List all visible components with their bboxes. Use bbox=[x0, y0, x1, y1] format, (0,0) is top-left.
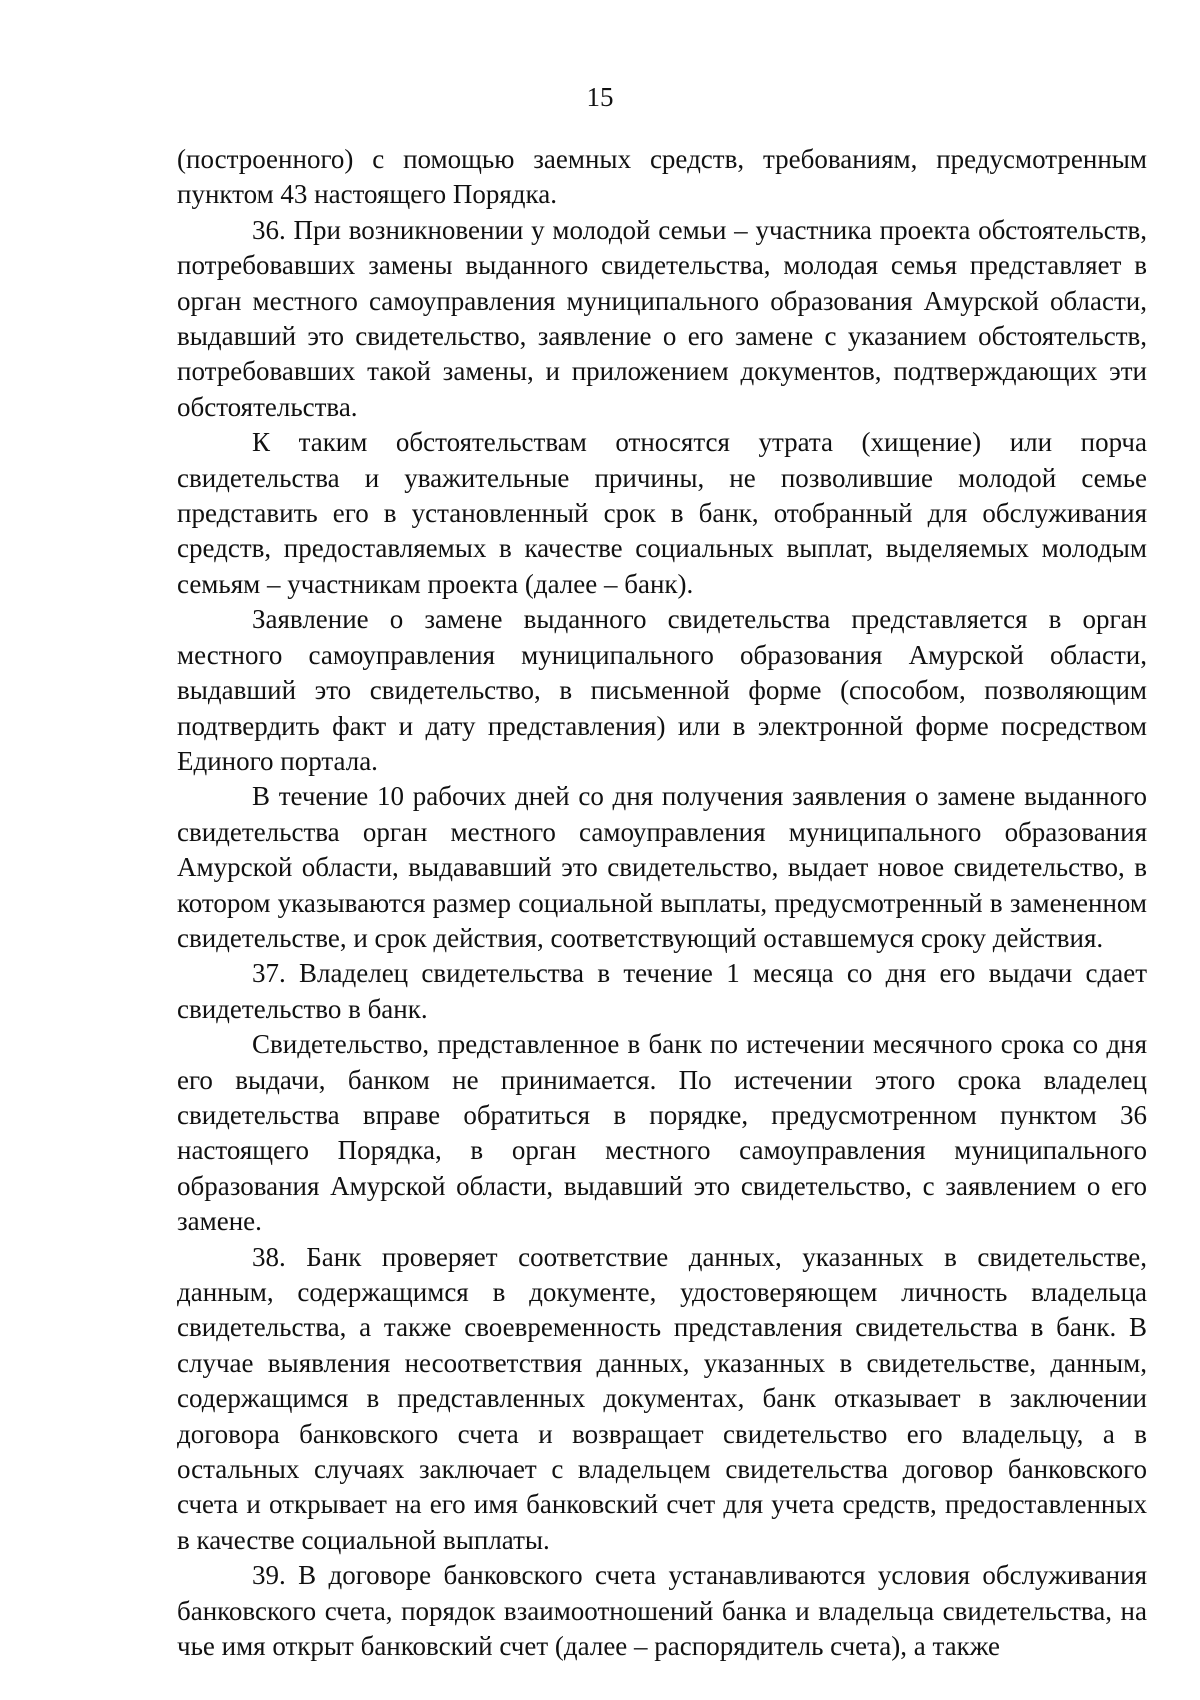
page-number: 15 bbox=[586, 82, 614, 112]
paragraph-36-circumstances: К таким обстоятельствам относятся утрата (хищение) или порча свидетельства и уважительные причины, не позволившие молодой семье представить его в установленный срок в банк, отобранный для обслуживания средств, предоставляемых в качестве социальных выплат, выделяемых молодым семьям – участникам проекта (далее – банк). bbox=[177, 427, 1147, 599]
paragraph-39: 39. В договоре банковского счета устанавливаются условия обслуживания банковского счета, порядок взаимоотношений банка и владельца свидетельства, на чье имя открыт банковский счет (далее – распорядитель счета), а также bbox=[177, 1560, 1147, 1662]
document-body bbox=[177, 142, 1147, 1664]
paragraph-37: 37. Владелец свидетельства в течение 1 месяца со дня его выдачи сдает свидетельство в банк. bbox=[177, 958, 1147, 1024]
paragraph-37-expired: Свидетельство, представленное в банк по истечении месячного срока со дня его выдачи, банком не принимается. По истечении этого срока владелец свидетельства вправе обратиться в порядке, предусмотренном пунктом 36 настоящего Порядка, в орган местного самоуправления муниципального образования Амурской области, выдавший это свидетельство, с заявлением о его замене. bbox=[177, 1029, 1147, 1237]
paragraph-continuation: (построенного) с помощью заемных средств, требованиям, предусмотренным пунктом 43 настоящего Порядка. bbox=[177, 144, 1147, 210]
paragraph-36-new-certificate: В течение 10 рабочих дней со дня получения заявления о замене выданного свидетельства орган местного самоуправления муниципального образования Амурской области, выдававший это свидетельство, выдает новое свидетельство, в котором указываются размер социальной выплаты, предусмотренный в замененном свидетельстве, и срок действия, соответствующий оставшемуся сроку действия. bbox=[177, 781, 1147, 953]
paragraph-36: 36. При возникновении у молодой семьи – участника проекта обстоятельств, потребовавших замены выданного свидетельства, молодая семья представляет в орган местного самоуправления муниципального образования Амурской области, выдавший это свидетельство, заявление о его замене с указанием обстоятельств, потребовавших такой замены, и приложением документов, подтверждающих эти обстоятельства. bbox=[177, 214, 1147, 422]
paragraph-38: 38. Банк проверяет соответствие данных, указанных в свидетельстве, данным, содержащимся в документе, удостоверяющем личность владельца свидетельства, а также своевременность представления свидетельства в банк. В случае выявления несоответствия данных, указанных в свидетельстве, данным, содержащимся в представленных документах, банк отказывает в заключении договора банковского счета и возвращает свидетельство его владельцу, а в остальных случаях заключает с владельцем свидетельства договор банковского счета и открывает на его имя банковский счет для учета средств, предоставленных в качестве социальной выплаты. bbox=[177, 1241, 1147, 1555]
paragraph-36-application: Заявление о замене выданного свидетельства представляется в орган местного самоуправления муниципального образования Амурской области, выдавший это свидетельство, в письменной форме (способом, позволяющим подтвердить факт и дату представления) или в электронной форме посредством Единого портала. bbox=[177, 604, 1147, 776]
